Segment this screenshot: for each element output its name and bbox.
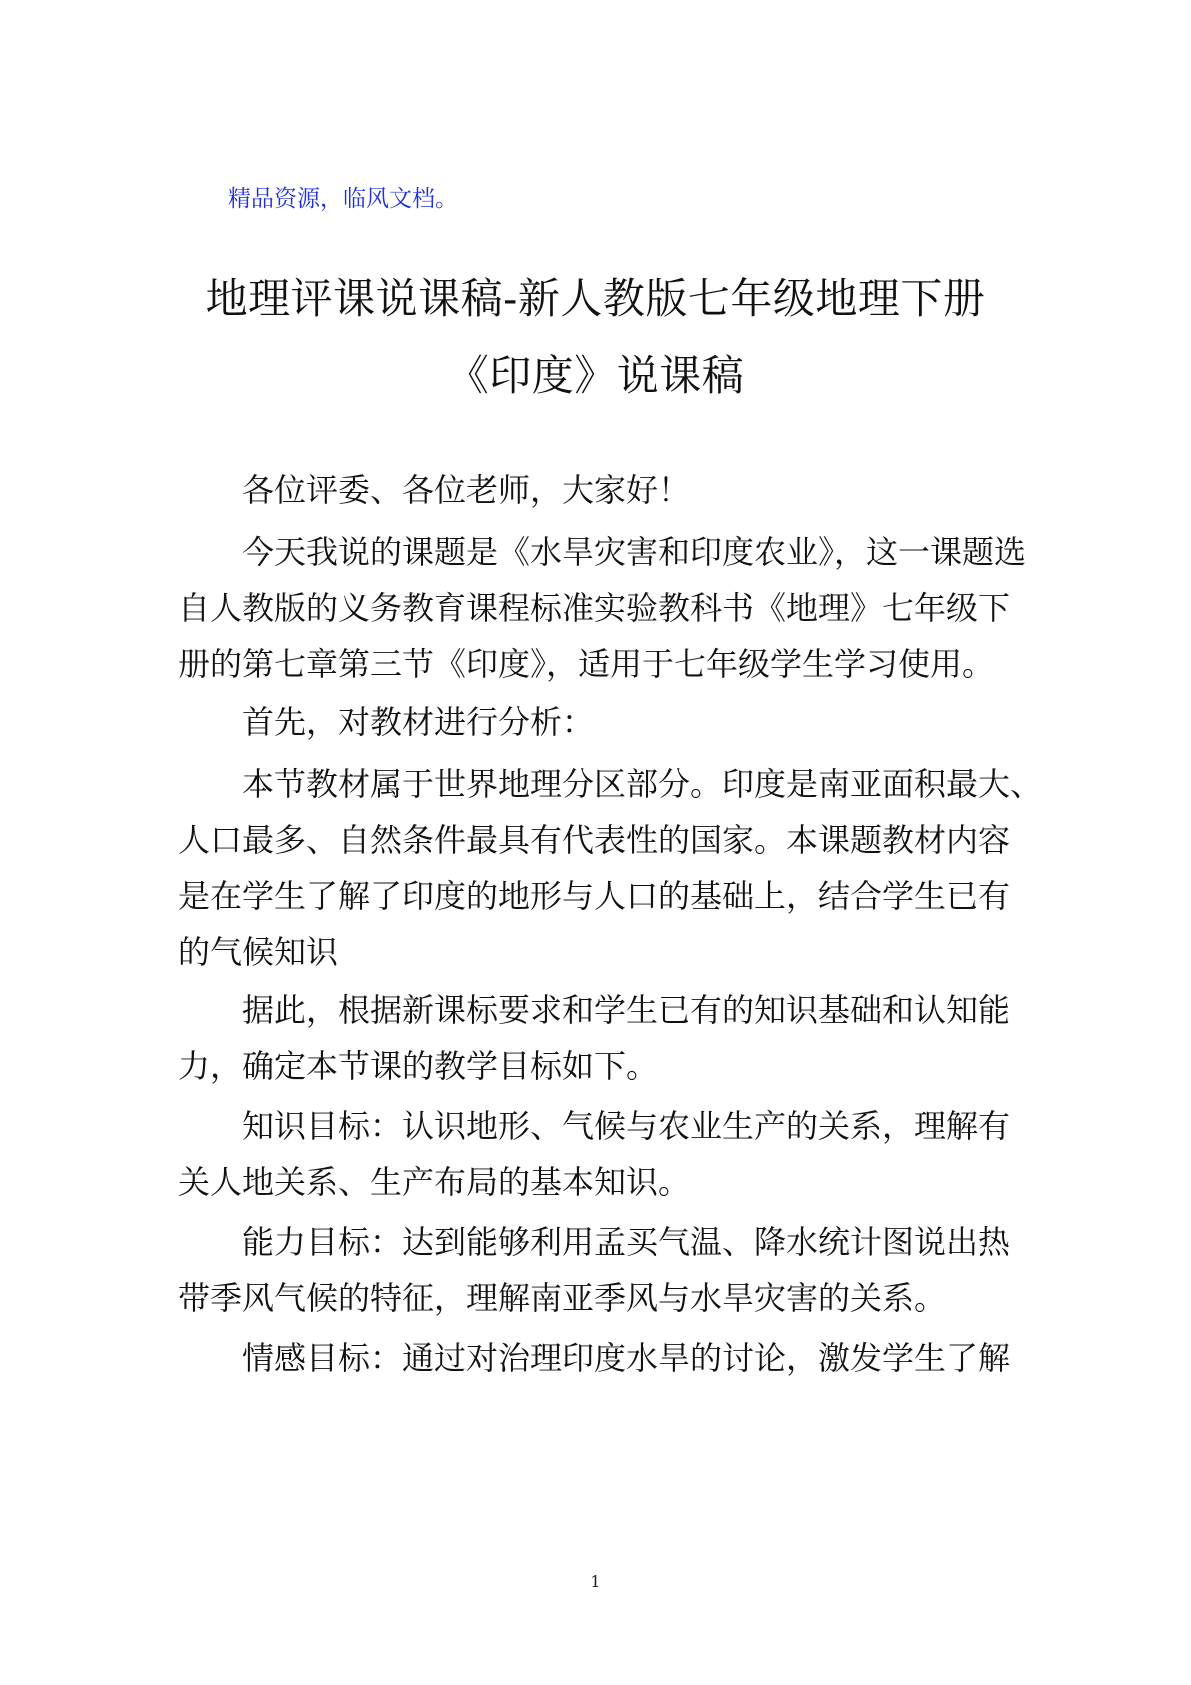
body-line-topic-1: 今天我说的课题是《水旱灾害和印度农业》，这一课题选: [242, 533, 1027, 571]
body-line-analysis-heading: 首先，对教材进行分析：: [242, 703, 595, 741]
page-number: 1: [590, 1572, 601, 1591]
body-line-ability-goal-1: 能力目标：达到能够利用孟买气温、降水统计图说出热: [242, 1223, 1011, 1261]
body-line-knowledge-goal-2: 关人地关系、生产布局的基本知识。: [178, 1163, 691, 1201]
body-line-material-1: 本节教材属于世界地理分区部分。印度是南亚面积最大、: [242, 765, 1043, 803]
body-line-greeting: 各位评委、各位老师，大家好！: [242, 471, 691, 509]
body-line-goal-basis-2: 力，确定本节课的教学目标如下。: [178, 1047, 659, 1085]
header-note: 精品资源，临风文档。: [228, 186, 458, 212]
body-line-topic-2: 自人教版的义务教育课程标准实验教科书《地理》七年级下: [178, 589, 1011, 627]
body-line-goal-basis-1: 据此，根据新课标要求和学生已有的知识基础和认知能: [242, 991, 1011, 1029]
body-line-topic-3: 册的第七章第三节《印度》，适用于七年级学生学习使用。: [178, 645, 995, 683]
body-line-knowledge-goal-1: 知识目标：认识地形、气候与农业生产的关系，理解有: [242, 1107, 1011, 1145]
body-line-material-3: 是在学生了解了印度的地形与人口的基础上，结合学生已有: [178, 877, 1011, 915]
body-line-material-2: 人口最多、自然条件最具有代表性的国家。本课题教材内容: [178, 821, 1011, 859]
document-title-line-1: 地理评课说课稿-新人教版七年级地理下册: [205, 274, 986, 323]
body-line-ability-goal-2: 带季风气候的特征，理解南亚季风与水旱灾害的关系。: [178, 1279, 947, 1317]
body-line-emotion-goal-1: 情感目标：通过对治理印度水旱的讨论，激发学生了解: [242, 1339, 1011, 1377]
body-line-material-4: 的气候知识: [178, 933, 339, 971]
document-title-line-2: 《印度》说课稿: [446, 351, 745, 400]
